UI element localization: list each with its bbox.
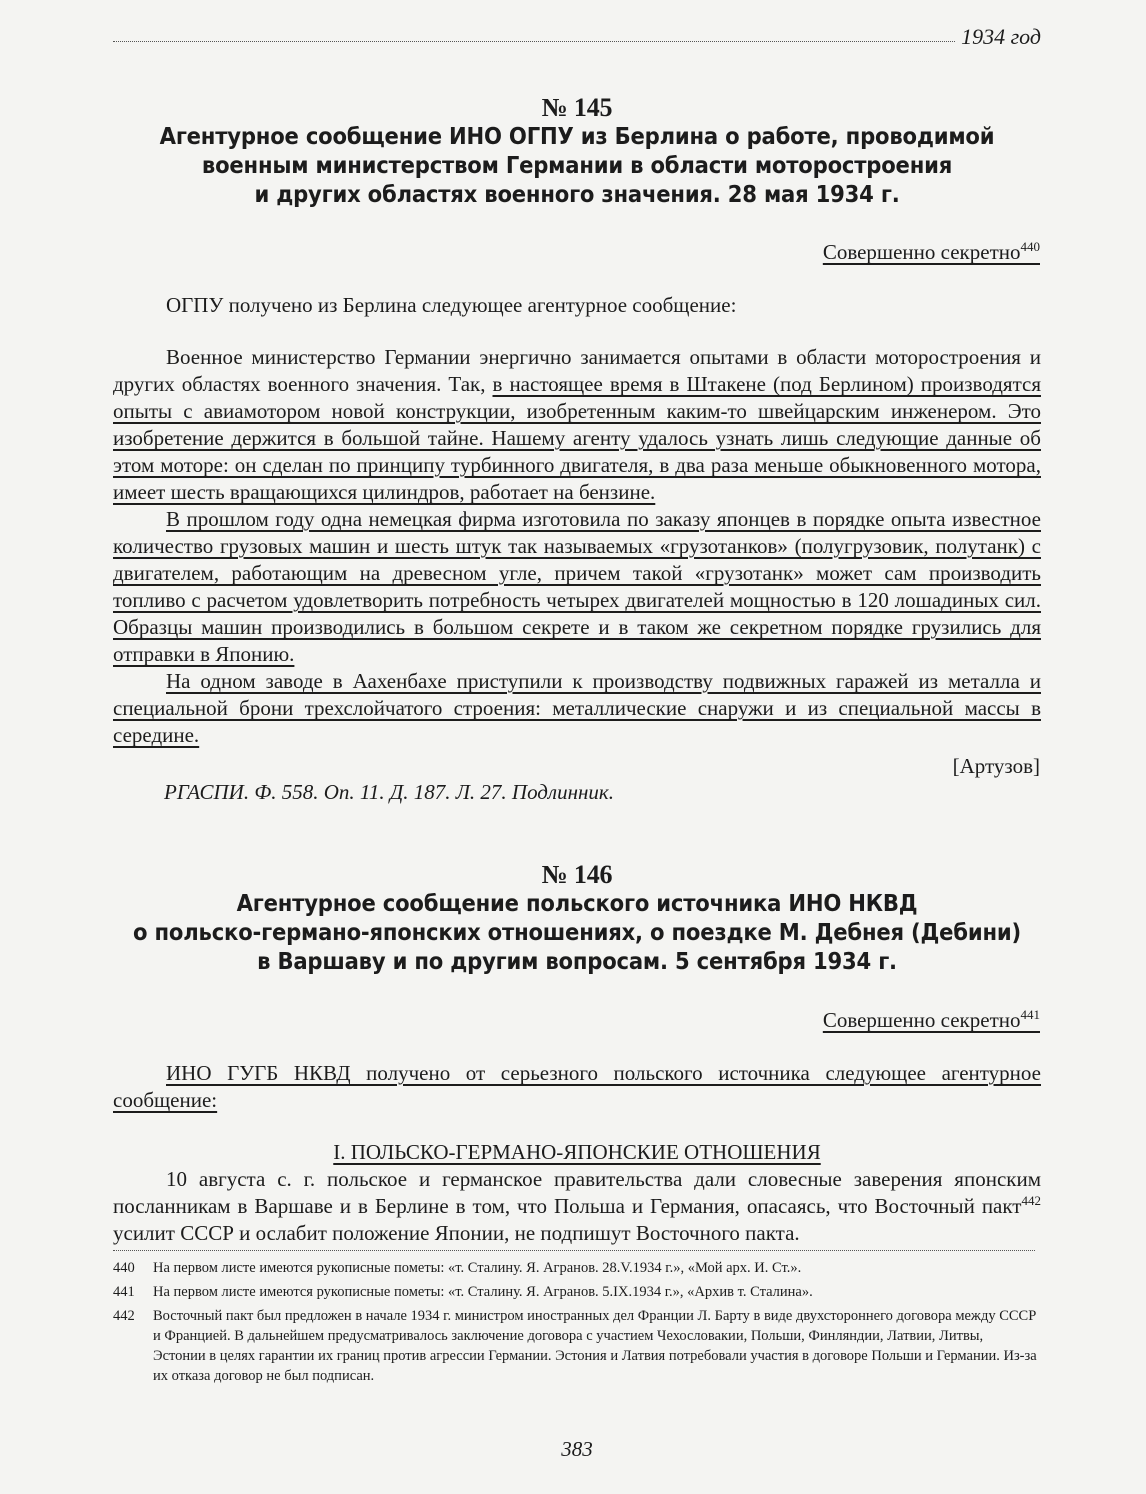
doc145-paragraph-1 bbox=[113, 344, 1041, 506]
doc146-p1-after: усилит СССР и ослабит положение Японии, не подпишут Восточного пакта. bbox=[113, 1221, 800, 1245]
doc145-p2-text: В прошлом году одна немецкая фирма изготовила по заказу японцев в порядке опыта известное количество грузовых машин и шесть штук так называемых «грузотанков» (полугрузовик, полутанк) с двигателем, работающим на древесном угле, причем такой «грузотанк» может сам производить топливо с расчетом удовлетворить потребность четырех двигателей мощностью в 120 лошадиных сил. Образцы машин производились в большом секрете и в таком же секретном порядке грузились для отправки в Японию. bbox=[113, 507, 1041, 666]
doc145-p1-plain: Военное министерство Германии энергично занимается опытами в области моторостроения и других областях военного значения. Так, bbox=[113, 345, 1041, 396]
doc146-intro-block bbox=[113, 1060, 1041, 1114]
doc145-p3-text: На одном заводе в Аахенбахе приступили к производству подвижных гаражей из металла и специальной брони трехслойчатого строения: металлические снаружи и из специальной массы в середине. bbox=[113, 669, 1041, 747]
doc146-number: № 146 bbox=[541, 860, 613, 889]
footnote-number: 442 bbox=[113, 1308, 135, 1324]
doc145-paragraph-3 bbox=[113, 668, 1041, 749]
doc146-heading bbox=[113, 860, 1041, 976]
doc146-section-title bbox=[113, 1140, 1041, 1165]
footnote-text: На первом листе имеются рукописные пометы: «т. Сталину. Я. Агранов. 5.IX.1934 г.», «Архив т. Сталина». bbox=[153, 1284, 813, 1300]
footnote-442 bbox=[113, 1306, 1038, 1386]
doc146-title-line-3: в Варшаву и по другим вопросам. 5 сентября 1934 г. bbox=[257, 947, 897, 975]
running-head bbox=[113, 20, 1041, 50]
footnote-text: Восточный пакт был предложен в начале 1934 г. министром иностранных дел Франции Л. Барту в виде двухстороннего договора между СССР и Францией. В дальнейшем предусматривалось заключение договора с участием Чехословакии, Польши, Финляндии, Латвии, Литвы, Эстонии в целях гарантии их границ против агрессии Германии. Эстония и Латвия потребовали участия в договоре Польши и Германии. Из-за их отказа договор не был подписан. bbox=[153, 1308, 1037, 1384]
doc145-p1-underlined: в настоящее время в Штакене (под Берлином) производятся опыты с авиамотором новой конструкции, изобретенным каким-то швейцарским инженером. Это изобретение держится в большой тайне. Нашему агенту удалось узнать лишь следующие данные об этом моторе: он сделан по принципу турбинного двигателя, в два раза меньше обыкновенного мотора, имеет шесть вращающихся цилиндров, работает на бензине. bbox=[113, 372, 1041, 504]
footnote-440 bbox=[113, 1258, 1038, 1278]
doc146-p1-note: 442 bbox=[1021, 1193, 1041, 1208]
doc146-classification-text: Совершенно секретно bbox=[822, 1008, 1021, 1032]
doc145-signature: [Артузов] bbox=[952, 754, 1040, 778]
doc145-heading bbox=[113, 93, 1041, 209]
doc145-number: № 145 bbox=[541, 93, 613, 122]
footnote-441 bbox=[113, 1282, 1038, 1302]
doc145-classification bbox=[823, 240, 1040, 265]
doc146-intro bbox=[113, 1060, 1041, 1114]
doc145-classification-note: 440 bbox=[1020, 239, 1040, 254]
footnote-number: 440 bbox=[113, 1260, 135, 1276]
footnote-number: 441 bbox=[113, 1284, 135, 1300]
doc145-title-line-2: военным министерством Германии в области моторостроения bbox=[201, 151, 953, 179]
page-number: 383 bbox=[561, 1437, 593, 1461]
doc145-classification-text: Совершенно секретно bbox=[822, 240, 1021, 264]
doc146-intro-text: ИНО ГУГБ НКВД получено от серьезного польского источника следующее агентурное сообщение: bbox=[113, 1061, 1041, 1112]
footnotes bbox=[113, 1258, 1038, 1390]
doc146-classification-note: 441 bbox=[1020, 1007, 1040, 1022]
doc146-paragraph-1 bbox=[113, 1166, 1041, 1247]
footnote-text: На первом листе имеются рукописные пометы: «т. Сталину. Я. Агранов. 28.V.1934 г.», «Мой арх. И. Ст.». bbox=[153, 1260, 802, 1276]
doc146-section-title-text: I. ПОЛЬСКО-ГЕРМАНО-ЯПОНСКИЕ ОТНОШЕНИЯ bbox=[333, 1140, 821, 1164]
doc145-title-line-3: и других областях военного значения. 28 мая 1934 г. bbox=[254, 180, 900, 208]
running-head-year: 1934 год bbox=[961, 24, 1041, 49]
doc145-archive-source: РГАСПИ. Ф. 558. Оп. 11. Д. 187. Л. 27. Подлинник. bbox=[164, 780, 614, 804]
doc146-body bbox=[113, 1166, 1041, 1247]
doc145-title-line-1: Агентурное сообщение ИНО ОГПУ из Берлина о работе, проводимой bbox=[159, 122, 995, 150]
running-head-leader bbox=[113, 41, 955, 42]
doc146-title-line-1: Агентурное сообщение польского источника ИНО НКВД bbox=[236, 889, 918, 917]
doc145-paragraph-2 bbox=[113, 506, 1041, 668]
doc146-title-line-2: о польско-германо-японских отношениях, о поездке М. Дебнея (Дебини) bbox=[133, 918, 1021, 946]
doc146-classification bbox=[823, 1008, 1040, 1033]
doc146-p1-before: 10 августа с. г. польское и германское правительства дали словесные заверения японским посланникам в Варшаве и в Берлине в том, что Польша и Германия, опасаясь, что Восточный пакт bbox=[113, 1167, 1041, 1218]
doc145-body bbox=[113, 344, 1041, 749]
footnote-separator bbox=[113, 1250, 1035, 1251]
doc145-intro: ОГПУ получено из Берлина следующее агентурное сообщение: bbox=[166, 293, 737, 317]
